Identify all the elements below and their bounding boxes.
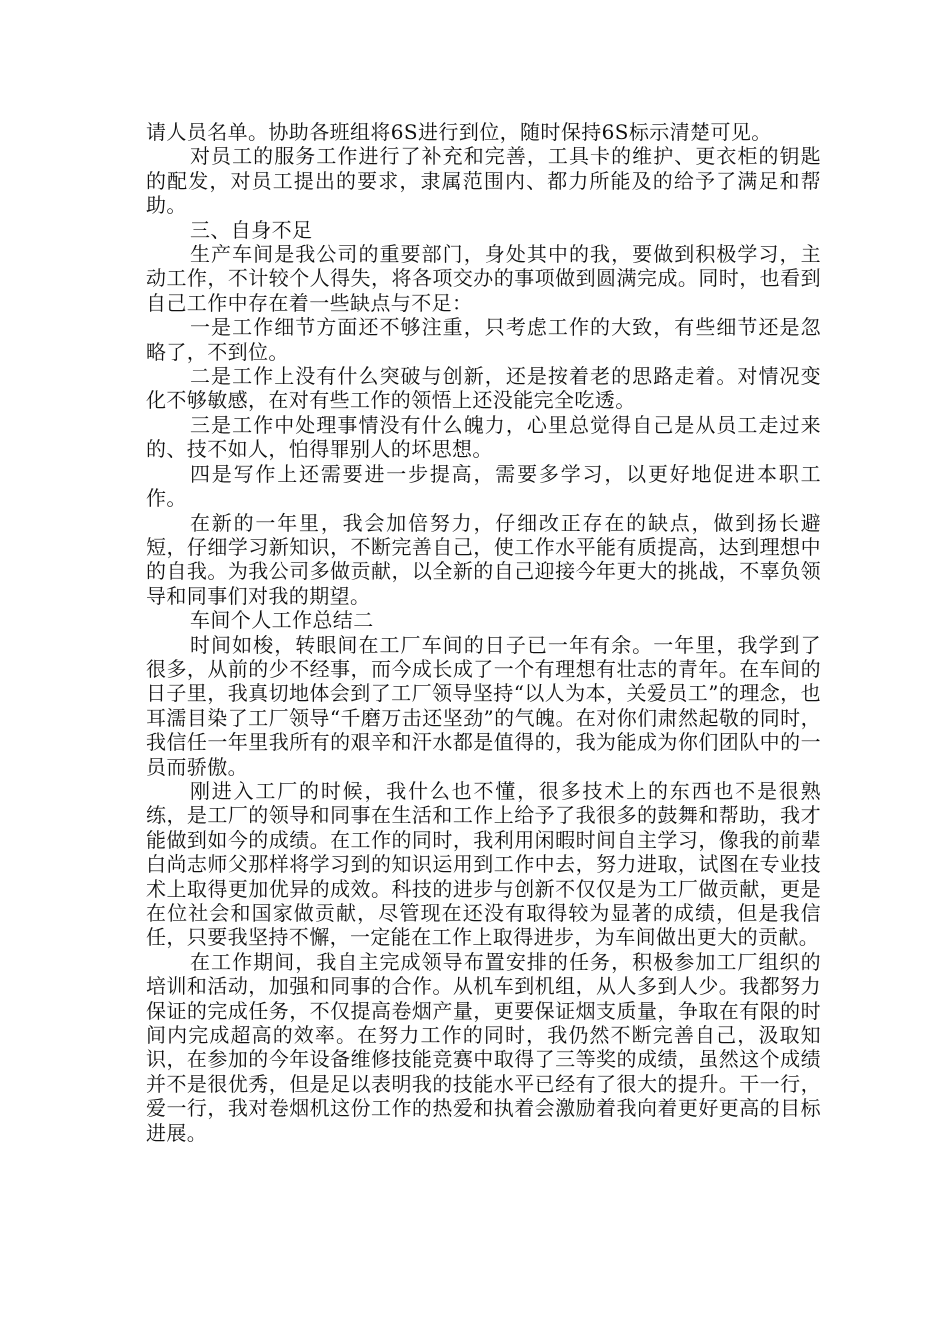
paragraph-shortcomings-intro: 生产车间是我公司的重要部门，身处其中的我，要做到积极学习，主动工作，不计较个人得失，将各项交办的事项做到圆满完成。同时，也看到自己工作中存在着一些缺点与不足： (146, 242, 821, 315)
paragraph-new-year-plan: 在新的一年里，我会加倍努力，仔细改正存在的缺点，做到扬长避短，仔细学习新知识，不断完善自己，使工作水平能有质提高，达到理想中的自我。为我公司多做贡献，以全新的自己迎接今年更大的挑战，不辜负领导和同事们对我的期望。 (146, 510, 821, 608)
paragraph-work-period: 在工作期间，我自主完成领导布置安排的任务，积极参加工厂组织的培训和活动，加强和同事的合作。从机车到机组，从人多到人少。我都努力保证的完成任务，不仅提高卷烟产量，更要保证烟支质量，争取在有限的时间内完成超高的效率。在努力工作的同时，我仍然不断完善自己，汲取知识，在参加的今年设备维修技能竞赛中取得了三等奖的成绩，虽然这个成绩并不是很优秀，但是足以表明我的技能水平已经有了很大的提升。干一行，爱一行，我对卷烟机这份工作的热爱和执着会激励着我向着更好更高的目标进展。 (146, 949, 821, 1145)
paragraph-joining-factory: 刚进入工厂的时候，我什么也不懂，很多技术上的东西也不是很熟练，是工厂的领导和同事在生活和工作上给予了我很多的鼓舞和帮助，我才能做到如今的成绩。在工作的同时，我利用闲暇时间自主学习，像我的前辈白尚志师父那样将学习到的知识运用到工作中去，努力进取，试图在专业技术上取得更加优异的成效。科技的进步与创新不仅仅是为工厂做贡献，更是在位社会和国家做贡献，尽管现在还没有取得较为显著的成绩，但是我信任，只要我坚持不懈，一定能在工作上取得进步，为车间做出更大的贡献。 (146, 778, 821, 950)
paragraph-shortcoming-1: 一是工作细节方面还不够注重，只考虑工作的大致，有些细节还是忽略了，不到位。 (146, 315, 821, 364)
paragraph-shortcoming-2: 二是工作上没有什么突破与创新，还是按着老的思路走着。对情况变化不够敏感，在对有些工作的领悟上还没能完全吃透。 (146, 364, 821, 413)
document-body (146, 120, 821, 1145)
paragraph-shortcoming-4: 四是写作上还需要进一步提高，需要多学习，以更好地促进本职工作。 (146, 461, 821, 511)
paragraph-time-flies: 时间如梭，转眼间在工厂车间的日子已一年有余。一年里，我学到了很多，从前的少不经事，而今成长成了一个有理想有壮志的青年。在车间的日子里，我真切地体会到了工厂领导坚持“以人为本，关爱员工”的理念，也耳濡目染了工厂领导“千磨万击还坚劲”的气魄。在对你们肃然起敬的同时，我信任一年里我所有的艰辛和汗水都是值得的，我为能成为你们团队中的一员而骄傲。 (146, 632, 821, 779)
section-heading-summary-two: 车间个人工作总结二 (190, 608, 374, 633)
paragraph-employee-service: 对员工的服务工作进行了补充和完善，工具卡的维护、更衣柜的钥匙的配发，对员工提出的要求，隶属范围内、都力所能及的给予了满足和帮助。 (146, 144, 821, 218)
paragraph-continuation: 请人员名单。协助各班组将6S进行到位，随时保持6S标示清楚可见。 (146, 120, 772, 144)
section-heading-shortcomings: 三、自身不足 (190, 217, 313, 242)
paragraph-shortcoming-3: 三是工作中处理事情没有什么魄力，心里总觉得自己是从员工走过来的、技不如人，怕得罪别人的坏思想。 (146, 412, 821, 462)
